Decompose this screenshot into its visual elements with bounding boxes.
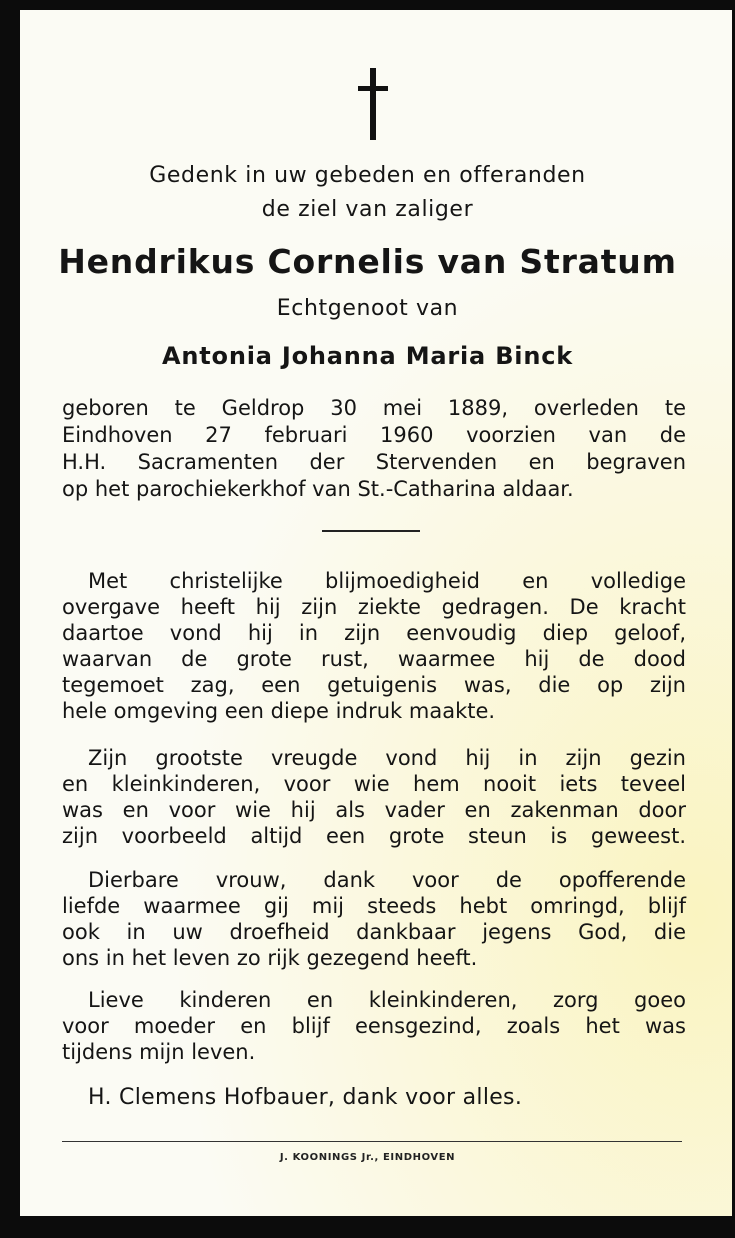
paragraph-wife bbox=[62, 867, 686, 971]
cross-icon bbox=[358, 68, 388, 140]
section-divider bbox=[322, 530, 420, 532]
text-line: voor moeder en blijf eensgezind, zoals het was bbox=[62, 1014, 686, 1038]
text-line: waarvan de grote rust, waarmee hij de dood bbox=[62, 647, 686, 671]
biography bbox=[62, 395, 686, 503]
closing-prayer: H. Clemens Hofbauer, dank voor alles. bbox=[88, 1085, 523, 1110]
text-line: tegemoet zag, een getuigenis was, die op zijn bbox=[62, 673, 686, 697]
text-line: hele omgeving een diepe indruk maakte. bbox=[62, 699, 496, 723]
spouse-label: Echtgenoot van bbox=[276, 296, 459, 321]
paragraph-children bbox=[62, 987, 686, 1065]
text-line: Zijn grootste vreugde vond hij in zijn gezin bbox=[88, 746, 686, 770]
text-line: Dierbare vrouw, dank voor de opofferende bbox=[88, 868, 686, 892]
text-line: tijdens mijn leven. bbox=[62, 1040, 256, 1064]
text-line: ook in uw droefheid dankbaar jegens God, die bbox=[62, 920, 686, 944]
intro-line-1: Gedenk in uw gebeden en offeranden bbox=[149, 163, 586, 188]
text-line: was en voor wie hij als vader en zakenman door bbox=[62, 798, 686, 822]
bio-line: Eindhoven 27 februari 1960 voorzien van de bbox=[62, 423, 686, 447]
text-line: liefde waarmee gij mij steeds hebt omringd, blijf bbox=[62, 894, 686, 918]
text-line: ons in het leven zo rijk gezegend heeft. bbox=[62, 946, 478, 970]
paragraph-faith bbox=[62, 568, 686, 724]
printer-credit: J. KOONINGS Jr., EINDHOVEN bbox=[279, 1152, 456, 1163]
bio-line: geboren te Geldrop 30 mei 1889, overleden te bbox=[62, 396, 686, 420]
text-line: overgave heeft hij zijn ziekte gedragen. De kracht bbox=[62, 595, 686, 619]
intro-line-2: de ziel van zaliger bbox=[261, 197, 474, 222]
text-line: en kleinkinderen, voor wie hem nooit iets teveel bbox=[62, 772, 686, 796]
text-line: zijn voorbeeld altijd een grote steun is geweest. bbox=[62, 824, 686, 848]
text-line: Lieve kinderen en kleinkinderen, zorg goeo bbox=[88, 988, 686, 1012]
text-line: Met christelijke blijmoedigheid en volledige bbox=[88, 569, 686, 593]
bio-line: H.H. Sacramenten der Stervenden en begraven bbox=[62, 450, 686, 474]
bio-line: op het parochiekerkhof van St.-Catharina aldaar. bbox=[62, 477, 574, 501]
footer-divider bbox=[62, 1141, 682, 1142]
spouse-name: Antonia Johanna Maria Binck bbox=[162, 342, 573, 370]
text-line: daartoe vond hij in zijn eenvoudig diep geloof, bbox=[62, 621, 686, 645]
paragraph-family bbox=[62, 745, 686, 849]
deceased-name: Hendrikus Cornelis van Stratum bbox=[58, 242, 677, 281]
